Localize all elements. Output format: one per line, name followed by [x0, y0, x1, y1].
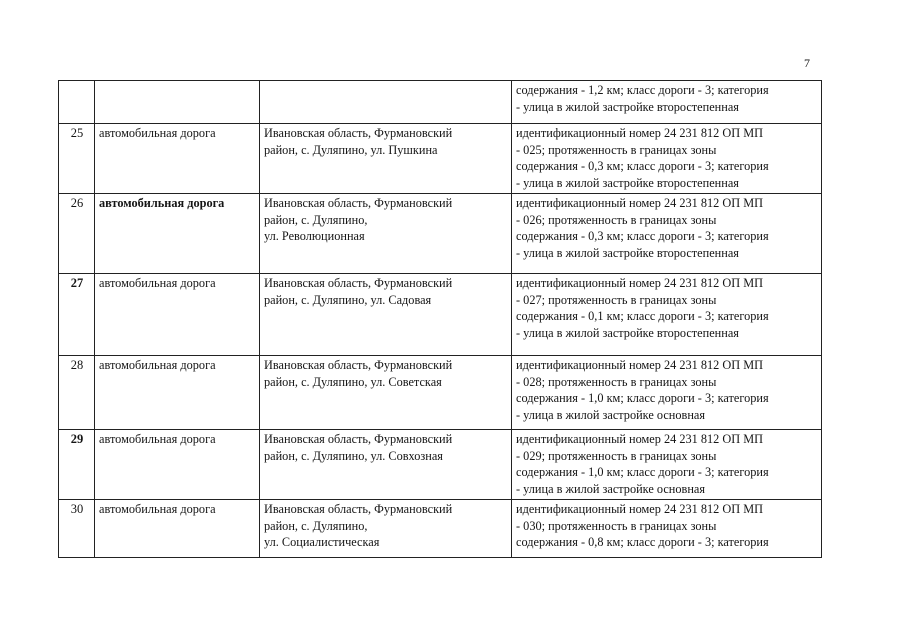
- address-line: район, с. Дуляпино, ул. Советская: [264, 374, 442, 389]
- description-cell: [512, 81, 822, 124]
- object-name: автомобильная дорога: [95, 430, 260, 500]
- table-row: [59, 500, 822, 558]
- table-row: [59, 124, 822, 194]
- description-line: содержания - 1,0 км; класс дороги - 3; категория: [516, 465, 769, 479]
- description-line: идентификационный номер 24 231 812 ОП МП: [516, 276, 764, 290]
- description-line: - улица в жилой застройке второстепенная: [516, 325, 739, 340]
- description-line: - улица в жилой застройке второстепенная: [516, 245, 739, 260]
- description-cell: [512, 124, 822, 194]
- address-line: район, с. Дуляпино, ул. Садовая: [264, 292, 432, 307]
- address-cell: [260, 430, 512, 500]
- address-cell: [260, 194, 512, 274]
- description-line: идентификационный номер 24 231 812 ОП МП: [516, 502, 764, 516]
- address-line: район, с. Дуляпино,: [264, 518, 368, 533]
- description-line: - улица в жилой застройке основная: [516, 407, 706, 422]
- object-name-text: автомобильная дорога: [99, 196, 225, 210]
- object-name: автомобильная дорога: [95, 356, 260, 430]
- row-number: 29: [59, 430, 95, 500]
- address-line: ул. Социалистическая: [264, 535, 380, 549]
- table-row-continuation: [59, 81, 822, 124]
- address-line: район, с. Дуляпино, ул. Пушкина: [264, 142, 438, 157]
- address-line: Ивановская область, Фурмановский: [264, 358, 453, 372]
- description-line: идентификационный номер 24 231 812 ОП МП: [516, 196, 764, 210]
- description-line: содержания - 0,3 км; класс дороги - 3; категория: [516, 229, 769, 243]
- address-line: Ивановская область, Фурмановский: [264, 126, 453, 140]
- page-number: 7: [804, 56, 810, 70]
- description-line: содержания - 0,3 км; класс дороги - 3; категория: [516, 159, 769, 173]
- description-line: - улица в жилой застройке второстепенная: [516, 99, 739, 114]
- row-number: 27: [59, 274, 95, 356]
- table-row: [59, 430, 822, 500]
- address-cell: [260, 81, 512, 124]
- description-line: идентификационный номер 24 231 812 ОП МП: [516, 432, 764, 446]
- description-line: - 030; протяженность в границах зоны: [516, 518, 717, 533]
- description-line: - 028; протяженность в границах зоны: [516, 374, 717, 389]
- object-name: автомобильная дорога: [95, 124, 260, 194]
- address-line: Ивановская область, Фурмановский: [264, 502, 453, 516]
- number-cell: [59, 81, 95, 124]
- address-cell: [260, 356, 512, 430]
- address-line: ул. Революционная: [264, 229, 365, 243]
- object-name: автомобильная дорога: [95, 274, 260, 356]
- row-number: 25: [59, 124, 95, 194]
- table-row: [59, 194, 822, 274]
- description-line: - 027; протяженность в границах зоны: [516, 292, 717, 307]
- address-cell: [260, 124, 512, 194]
- description-line: - 029; протяженность в границах зоны: [516, 448, 717, 463]
- address-line: район, с. Дуляпино,: [264, 212, 368, 227]
- description-cell: [512, 430, 822, 500]
- description-line: содержания - 1,0 км; класс дороги - 3; категория: [516, 391, 769, 405]
- description-line: идентификационный номер 24 231 812 ОП МП: [516, 126, 764, 140]
- description-line: содержания - 0,8 км; класс дороги - 3; категория: [516, 535, 769, 549]
- description-line: - 025; протяженность в границах зоны: [516, 142, 717, 157]
- description-line: идентификационный номер 24 231 812 ОП МП: [516, 358, 764, 372]
- row-number: 26: [59, 194, 95, 274]
- address-cell: [260, 500, 512, 558]
- address-line: Ивановская область, Фурмановский: [264, 276, 453, 290]
- description-line: - улица в жилой застройке основная: [516, 481, 706, 496]
- roads-registry-table: [58, 80, 822, 558]
- description-cell: [512, 194, 822, 274]
- description-cell: [512, 500, 822, 558]
- address-cell: [260, 274, 512, 356]
- object-name: автомобильная дорога: [95, 500, 260, 558]
- object-name: [95, 194, 260, 274]
- table-row: [59, 274, 822, 356]
- description-cell: [512, 274, 822, 356]
- table-row: [59, 356, 822, 430]
- address-line: Ивановская область, Фурмановский: [264, 432, 453, 446]
- row-number: 28: [59, 356, 95, 430]
- description-line: - улица в жилой застройке второстепенная: [516, 175, 739, 190]
- address-line: Ивановская область, Фурмановский: [264, 196, 453, 210]
- address-line: район, с. Дуляпино, ул. Совхозная: [264, 448, 443, 463]
- description-line: содержания - 1,2 км; класс дороги - 3; категория: [516, 83, 769, 97]
- row-number: 30: [59, 500, 95, 558]
- description-cell: [512, 356, 822, 430]
- name-cell: [95, 81, 260, 124]
- description-line: содержания - 0,1 км; класс дороги - 3; категория: [516, 309, 769, 323]
- description-line: - 026; протяженность в границах зоны: [516, 212, 717, 227]
